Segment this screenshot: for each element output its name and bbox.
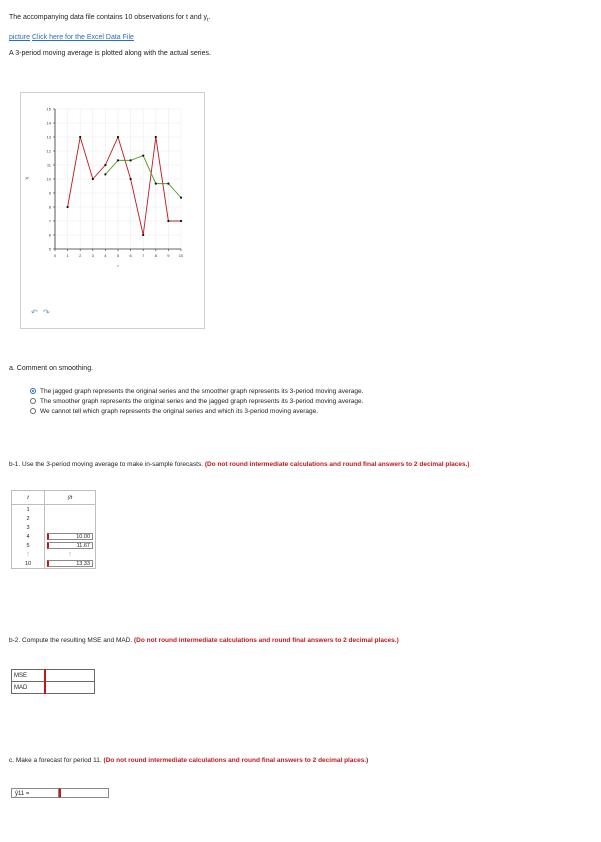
t-cell: 5 — [12, 541, 45, 550]
moving-average-point — [130, 159, 132, 161]
t-cell: 1 — [12, 505, 45, 515]
forecast-cell — [45, 505, 96, 515]
mad-row — [12, 682, 95, 694]
table-row — [12, 550, 95, 559]
part-a-options — [30, 386, 363, 416]
part-b1-question: b-1. Use the 3-period moving average to make in-sample forecasts. (Do not round intermediate calculations and round final answers to 2 decimal places.) — [9, 461, 470, 468]
intro-text: The accompanying data file contains 10 observations for t and $y_t$. — [9, 14, 211, 24]
x-tick-label: 8 — [154, 253, 157, 258]
part-b2-question: b-2. Compute the resulting MSE and MAD. (Do not round intermediate calculations and round final answers to 2 decimal places.) — [9, 637, 399, 644]
x-tick-label: 6 — [129, 253, 132, 258]
y-tick-label: 11 — [46, 162, 51, 168]
y-axis-label: yt — [25, 175, 29, 180]
mse-mad-table — [11, 669, 95, 694]
y-tick-label: 10 — [46, 176, 51, 182]
x-tick-label: 3 — [91, 253, 94, 258]
table-row — [12, 514, 95, 523]
mse-row — [12, 670, 95, 682]
actual-series-line — [68, 137, 181, 235]
actual-data-point — [155, 136, 157, 138]
t-cell: ⋮ — [12, 550, 45, 559]
radio-button[interactable] — [30, 408, 36, 414]
y-tick-label: 8 — [48, 204, 51, 210]
forecast-input[interactable]: 11.67 — [47, 542, 93, 549]
actual-data-point — [79, 136, 81, 138]
mse-label: MSE — [12, 670, 46, 682]
t-cell: 3 — [12, 523, 45, 532]
x-tick-label: 10 — [178, 253, 184, 258]
radio-button[interactable] — [30, 388, 36, 394]
picture-link[interactable]: picture — [9, 34, 31, 41]
part-c-question: c. Make a forecast for period 11. (Do not round intermediate calculations and round final answers to 2 decimal places.) — [9, 757, 369, 764]
x-tick-label: 4 — [104, 253, 107, 258]
forecast-cell — [45, 532, 96, 541]
x-axis-label: t — [117, 263, 119, 268]
t-cell: 10 — [12, 559, 45, 568]
moving-average-point — [104, 173, 106, 175]
undo-icon[interactable]: ↶ — [31, 308, 38, 317]
table-row — [12, 523, 95, 532]
x-tick-label: 5 — [116, 253, 120, 258]
forecast-cell — [45, 559, 96, 568]
forecast-cell: ⋮ — [67, 551, 73, 558]
moving-average-point — [180, 197, 182, 199]
table-row — [12, 559, 95, 568]
moving-average-point — [117, 159, 119, 161]
col-header-t: t — [12, 491, 45, 505]
y-tick-label: 7 — [48, 218, 51, 224]
actual-data-point — [104, 164, 106, 166]
actual-data-point — [92, 178, 94, 180]
mse-input[interactable] — [45, 670, 95, 682]
radio-button[interactable] — [30, 398, 36, 404]
actual-data-point — [167, 220, 169, 222]
moving-average-point — [142, 155, 144, 157]
actual-data-point — [142, 234, 144, 236]
x-tick-label: 7 — [142, 253, 145, 258]
option-smoother-original[interactable]: The smoother graph represents the original series and the jagged graph represents its 3-period moving average. — [30, 396, 363, 406]
x-tick-label: 2 — [79, 253, 82, 258]
redo-icon[interactable]: ↷ — [43, 308, 50, 317]
option-jagged-original[interactable]: The jagged graph represents the original series and the smoother graph represents its 3-period moving average. — [30, 386, 363, 396]
t-cell: 4 — [12, 532, 45, 541]
x-tick-label: 0 — [53, 253, 57, 258]
moving-average-chart — [21, 93, 204, 328]
col-header-forecast: ŷt — [45, 491, 96, 505]
y-tick-label: 13 — [46, 134, 51, 140]
forecast-11-label: ŷ11 = — [11, 788, 59, 798]
plot-note: A 3-period moving average is plotted along with the actual series. — [9, 50, 211, 57]
forecast-cell — [45, 541, 96, 550]
forecast-cell — [45, 514, 96, 523]
y-tick-label: 12 — [46, 148, 51, 154]
y-tick-label: 5 — [48, 246, 51, 252]
y-tick-label: 14 — [46, 120, 51, 126]
actual-data-point — [117, 136, 119, 138]
forecast-table — [11, 490, 96, 569]
forecast-input[interactable]: 10.00 — [47, 533, 93, 540]
t-cell: 2 — [12, 514, 45, 523]
forecast-input[interactable]: 13.33 — [47, 560, 93, 567]
actual-data-point — [180, 220, 182, 222]
forecast-11-row — [11, 788, 109, 798]
table-row — [12, 505, 95, 515]
y-tick-label: 9 — [48, 190, 51, 196]
chart-panel — [20, 92, 205, 329]
moving-average-point — [155, 183, 157, 185]
part-a-question: a. Comment on smoothing. — [9, 365, 94, 372]
y-tick-label: 6 — [48, 232, 51, 238]
y-tick-label: 15 — [46, 106, 51, 112]
mad-label: MAD — [12, 682, 46, 694]
x-tick-label: 1 — [66, 253, 69, 258]
forecast-11-input[interactable] — [59, 788, 109, 798]
actual-data-point — [67, 206, 69, 208]
table-row — [12, 541, 95, 550]
moving-average-point — [167, 183, 169, 185]
forecast-cell — [45, 523, 96, 532]
x-tick-label: 9 — [167, 253, 170, 258]
option-cannot-tell[interactable]: We cannot tell which graph represents the original series and which its 3-period moving average. — [30, 406, 363, 416]
excel-data-link-row[interactable] — [9, 34, 134, 41]
table-row — [12, 532, 95, 541]
actual-data-point — [130, 178, 132, 180]
excel-data-link[interactable]: Click here for the Excel Data File — [31, 34, 134, 41]
mad-input[interactable] — [45, 682, 95, 694]
